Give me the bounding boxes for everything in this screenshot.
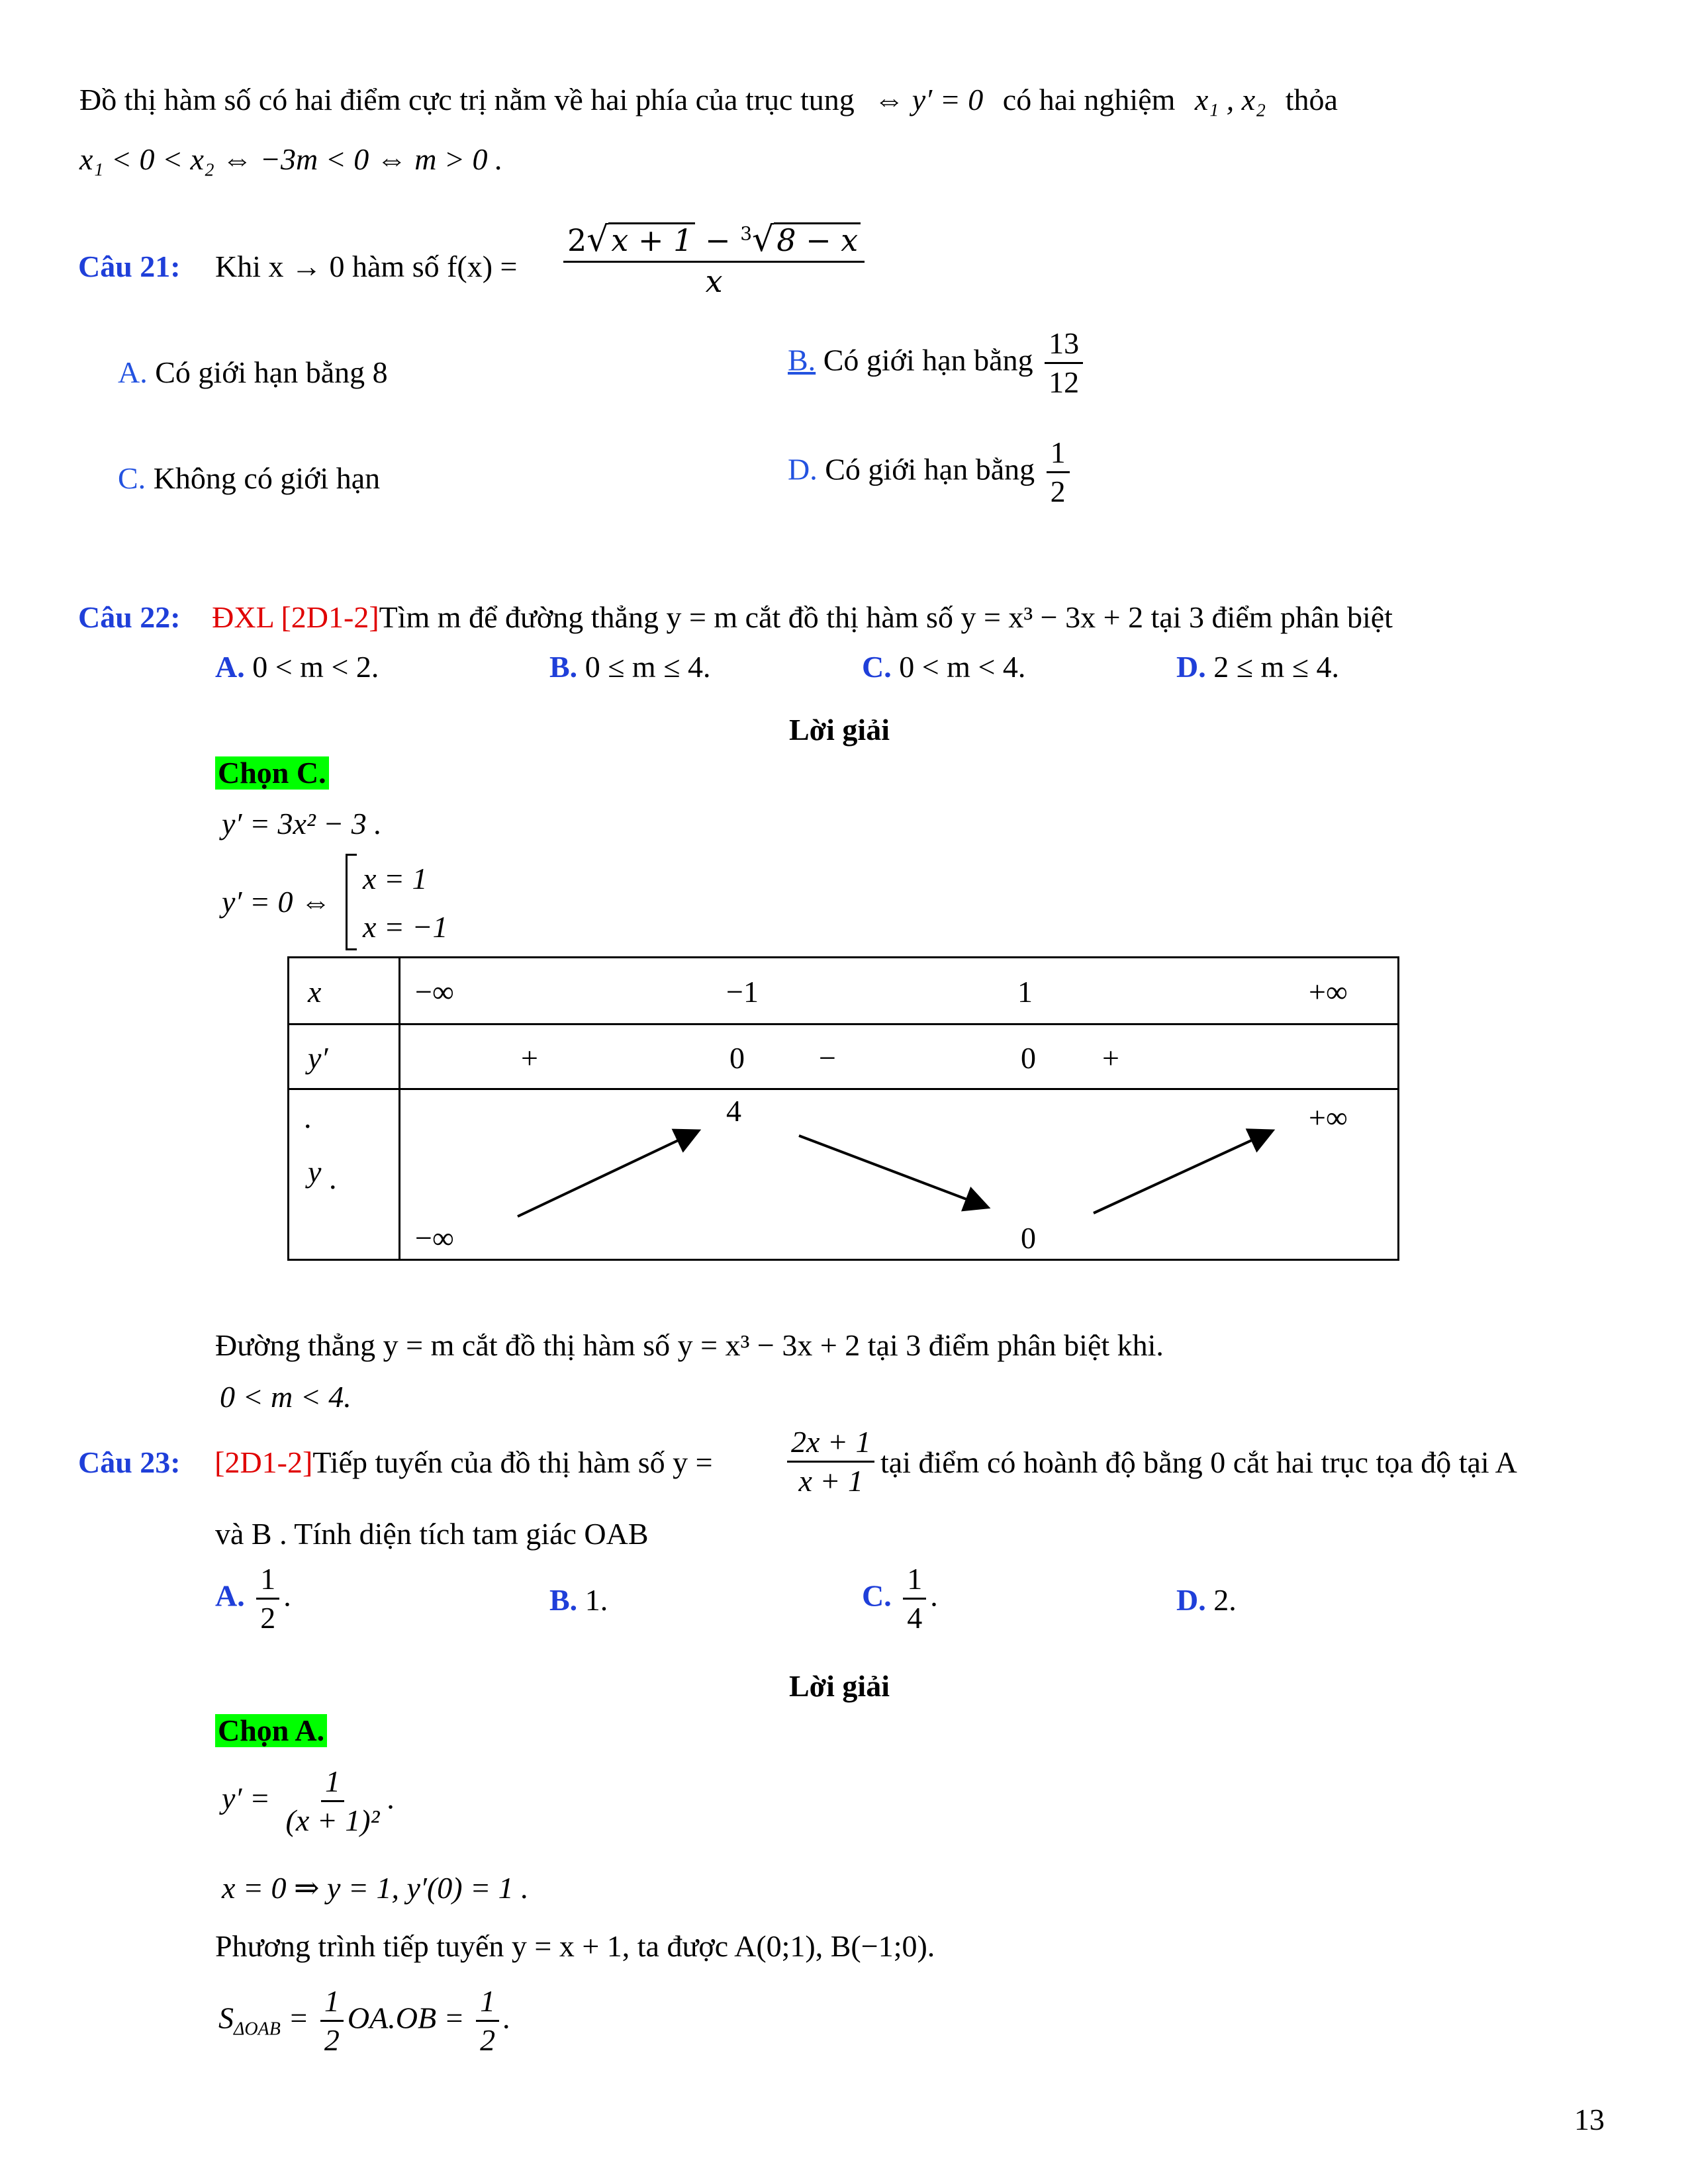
- table-y-dot: .: [304, 1101, 312, 1134]
- q22-tag: ĐXL [2D1-2]: [212, 600, 379, 634]
- q22-root-2: x = −1: [363, 910, 448, 944]
- frac-den: 4: [907, 1601, 923, 1635]
- q22-option-c: [862, 652, 1025, 682]
- q21-option-c: [118, 463, 380, 494]
- frac-den: 2: [324, 2023, 340, 2058]
- option-text: 0 < m < 4.: [899, 650, 1026, 684]
- table-y-label: y: [308, 1155, 322, 1189]
- table-y-val: −∞: [415, 1221, 454, 1255]
- option-text: 0 < m < 2.: [252, 650, 379, 684]
- intro-mid-text: có hai nghiệm: [1002, 83, 1176, 116]
- frac-den: x + 1: [798, 1464, 863, 1498]
- table-yp-val: 0: [729, 1041, 745, 1075]
- variation-arrows: [289, 958, 1401, 1263]
- option-text: Có giới hạn bằng: [825, 452, 1035, 486]
- option-text: Không có giới hạn: [153, 461, 381, 495]
- q23-solution-title: Lời giải: [789, 1669, 890, 1703]
- q23-step3: Phương trình tiếp tuyến y = x + 1, ta được A(0;1), B(−1;0).: [215, 1929, 935, 1963]
- intro-line2: x₁ < 0 < x₂ ⇔ −3m < 0 ⇔ m > 0 .: [79, 142, 503, 176]
- option-text: Có giới hạn bằng: [823, 343, 1033, 377]
- q23-function: [783, 1426, 878, 1498]
- table-y-dot: .: [329, 1161, 337, 1195]
- frac-den: 12: [1049, 365, 1080, 400]
- option-key: C.: [862, 650, 892, 684]
- q22-derivative-zero: y′ = 0 ⇔: [222, 885, 332, 919]
- table-yp-val: −: [819, 1041, 836, 1075]
- q23-step2: x = 0 ⇒ y = 1, y′(0) = 1 .: [222, 1871, 529, 1905]
- option-text: 2.: [1213, 1583, 1237, 1617]
- frac-num: 1: [321, 1766, 344, 1802]
- area-subscript: ΔOAB: [234, 2019, 281, 2040]
- q23-tag: [2D1-2]: [214, 1445, 313, 1479]
- frac-den: 2: [480, 2023, 496, 2058]
- q21-option-a: [118, 357, 388, 388]
- q21-sqrt2: 8 − x: [774, 222, 861, 256]
- q22-header: [78, 602, 1393, 633]
- q23-option-a: [215, 1563, 291, 1635]
- option-key: A.: [118, 355, 148, 389]
- q22-text: Tìm m để đường thẳng y = m cắt đồ thị hàm số y = x³ − 3x + 2 tại 3 điểm phân biệt: [379, 600, 1393, 634]
- table-x-label: x: [308, 975, 322, 1009]
- frac-num: 2x + 1: [787, 1426, 874, 1463]
- q22-answer: 0 < m < 4.: [220, 1380, 352, 1414]
- q23-text-post: tại điểm có hoành độ bằng 0 cắt hai trục tọa độ tại A: [880, 1445, 1517, 1479]
- intro-roots: x₁ , x₂: [1194, 83, 1266, 116]
- option-key: C.: [118, 461, 146, 495]
- option-key: A.: [215, 650, 245, 684]
- q23-choice: Chọn A.: [215, 1714, 327, 1747]
- arrow-up-icon: [1094, 1132, 1270, 1213]
- q21-fraction: $\frac{2√x + 1 - ^3√8 - x}{x}$: [559, 222, 868, 297]
- frac-den: 2: [260, 1601, 276, 1635]
- table-x-val: 1: [1017, 975, 1033, 1009]
- q21-sqrt1: x + 1: [608, 222, 695, 256]
- q22-solution-title: Lời giải: [789, 713, 890, 747]
- option-key: B.: [788, 343, 816, 377]
- table-x-val: −∞: [415, 975, 454, 1009]
- q22-option-d: [1176, 652, 1339, 682]
- intro-text: Đồ thị hàm số có hai điểm cực trị nằm về hai phía của trục tung: [79, 83, 855, 116]
- option-key: D.: [1176, 1583, 1206, 1617]
- table-yp-val: +: [1102, 1041, 1119, 1075]
- q21-den: x: [705, 263, 723, 299]
- q22-conclusion: Đường thẳng y = m cắt đồ thị hàm số y = x³ − 3x + 2 tại 3 điểm phân biệt khi.: [215, 1328, 1164, 1362]
- q22-option-b: [549, 652, 710, 682]
- q22-derivative: y′ = 3x² − 3 .: [222, 807, 382, 841]
- table-y-val: +∞: [1309, 1101, 1348, 1134]
- q21-option-b: [788, 328, 1087, 399]
- q23-option-c: [862, 1563, 938, 1635]
- frac-num: 1: [1047, 437, 1070, 473]
- q23-option-d: [1176, 1585, 1237, 1615]
- option-text: 2 ≤ m ≤ 4.: [1213, 650, 1340, 684]
- option-text: 0 ≤ m ≤ 4.: [585, 650, 711, 684]
- frac-num: 13: [1045, 328, 1083, 364]
- page-number: 13: [1574, 2103, 1605, 2136]
- table-yp-val: +: [521, 1041, 538, 1075]
- table-y-val: 4: [726, 1094, 741, 1128]
- q23-area: [218, 1985, 511, 2057]
- frac-den: (x + 1)²: [285, 1803, 380, 1838]
- frac-num: 1: [256, 1563, 279, 1600]
- area-mid: OA.OB =: [347, 2001, 465, 2035]
- q23-text-pre: Tiếp tuyến của đồ thị hàm số y =: [312, 1445, 713, 1479]
- frac-num: 1: [476, 1985, 499, 2022]
- q23-line2: và B . Tính diện tích tam giác OAB: [215, 1517, 649, 1551]
- option-key: D.: [788, 452, 818, 486]
- frac-num: 1: [320, 1985, 344, 2022]
- q21-option-d: [788, 437, 1074, 508]
- arrow-down-icon: [799, 1136, 986, 1206]
- q21-num-coef: 2: [567, 222, 587, 258]
- q23-derivative: [222, 1766, 395, 1837]
- table-y-val: 0: [1021, 1221, 1036, 1255]
- area-eq: =: [288, 2001, 309, 2035]
- q21-text: Khi x → 0 hàm số f(x) =: [215, 250, 518, 283]
- option-suffix: .: [283, 1578, 291, 1613]
- intro-line1: [79, 85, 1338, 115]
- area-end: .: [503, 2001, 511, 2035]
- option-suffix: .: [930, 1578, 938, 1613]
- variation-table: [287, 956, 1399, 1261]
- option-text: 1.: [585, 1583, 608, 1617]
- table-x-val: +∞: [1309, 975, 1348, 1009]
- intro-equation: ⇔ y′ = 0: [874, 83, 984, 116]
- table-x-val: −1: [726, 975, 759, 1009]
- deriv-end: .: [387, 1781, 395, 1815]
- option-text: Có giới hạn bằng 8: [155, 355, 388, 389]
- q23-header: [78, 1447, 713, 1478]
- arrow-up-icon: [518, 1132, 696, 1216]
- table-yp-label: y′: [308, 1041, 328, 1075]
- frac-num: 1: [903, 1563, 926, 1600]
- option-key: A.: [215, 1578, 245, 1613]
- option-key: B.: [549, 1583, 578, 1617]
- q22-choice: Chọn C.: [215, 756, 329, 790]
- option-key: B.: [549, 650, 578, 684]
- q22-label: Câu 22:: [78, 600, 181, 634]
- q21-root-index: 3: [740, 222, 753, 245]
- intro-end-text: thỏa: [1285, 83, 1338, 116]
- area-lhs: S: [218, 2001, 234, 2035]
- table-yp-val: 0: [1021, 1041, 1036, 1075]
- q21-minus: −: [695, 222, 741, 258]
- option-key: C.: [862, 1578, 892, 1613]
- q21-label: Câu 21:: [78, 250, 181, 283]
- q23-option-b: [549, 1585, 608, 1615]
- q23-label: Câu 23:: [78, 1445, 181, 1479]
- system-bracket: [346, 854, 357, 950]
- option-key: D.: [1176, 650, 1206, 684]
- q22-root-1: x = 1: [363, 862, 428, 895]
- deriv-lhs: y′ =: [222, 1781, 271, 1815]
- q22-option-a: [215, 652, 379, 682]
- frac-den: 2: [1050, 475, 1066, 509]
